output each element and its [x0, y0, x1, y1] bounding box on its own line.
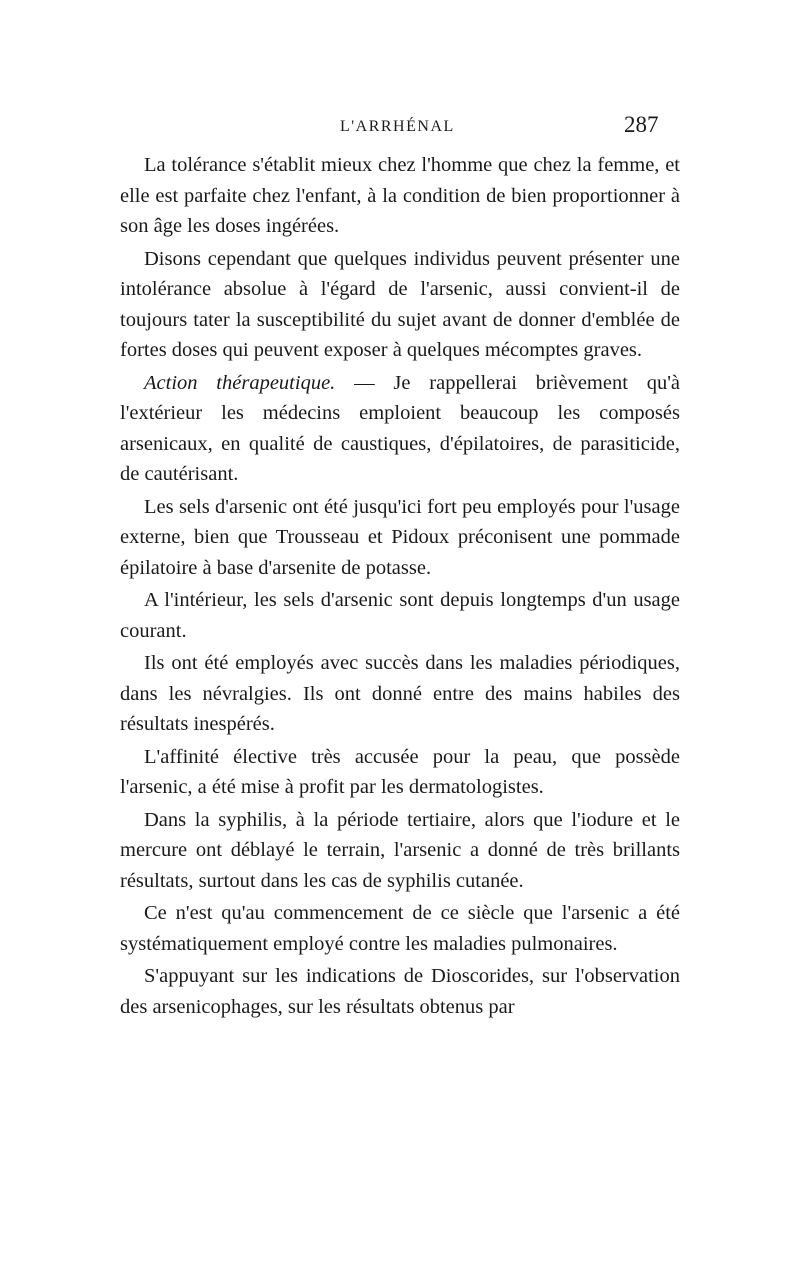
body-text: [120, 150, 680, 1024]
paragraph-external-use: Les sels d'arsenic ont été jusqu'ici fort peu employés pour l'usage externe, bien que Trousseau et Pidoux préconisent une pommade épilatoire à base d'arsenite de potasse.: [120, 495, 680, 579]
paragraph-dioscorides: S'appuyant sur les indications de Dioscorides, sur l'observation des arsenicophages, sur les résultats obtenus par: [120, 965, 680, 1018]
section-heading: Action thérapeutique.: [144, 371, 336, 394]
paragraph-internal-use: A l'intérieur, les sels d'arsenic sont depuis longtemps d'un usage courant.: [120, 589, 680, 642]
paragraph-tolerance: La tolérance s'établit mieux chez l'homme que chez la femme, et elle est parfaite chez l'enfant, à la condition de bien proportionner à son âge les doses ingérées.: [120, 154, 680, 237]
paragraph-action-therapeutique: [120, 368, 680, 490]
paragraph-action-text: — Je rappellerai brièvement qu'à l'extérieur les médecins emploient beaucoup les composés arsenicaux, en qualité de caustiques, d'épilatoires, de parasiticide, de cautérisant.: [120, 371, 680, 485]
paragraph-syphilis: Dans la syphilis, à la période tertiaire, alors que l'iodure et le mercure ont déblayé le terrain, l'arsenic a donné de très brillants résultats, surtout dans les cas de syphilis cutanée.: [120, 808, 680, 892]
page-number: 287: [624, 112, 659, 137]
paragraph-pulmonary: Ce n'est qu'au commencement de ce siècle que l'arsenic a été systématiquement employé contre les maladies pulmonaires.: [120, 902, 680, 955]
running-title: L'ARRHÉNAL: [340, 118, 455, 135]
paragraph-skin-affinity: L'affinité élective très accusée pour la peau, que possède l'arsenic, a été mise à profit par les dermatologistes.: [120, 745, 680, 798]
page-header: [0, 112, 800, 142]
paragraph-intolerance: Disons cependant que quelques individus peuvent présenter une intolérance absolue à l'égard de l'arsenic, aussi convient-il de toujours tater la susceptibilité du sujet avant de donner d'emblée de fortes doses qui peuvent exposer à quelques mécomptes graves.: [120, 247, 680, 361]
paragraph-periodic-diseases: Ils ont été employés avec succès dans les maladies périodiques, dans les névralgies. Ils ont donné entre des mains habiles des résultats inespérés.: [120, 652, 680, 735]
